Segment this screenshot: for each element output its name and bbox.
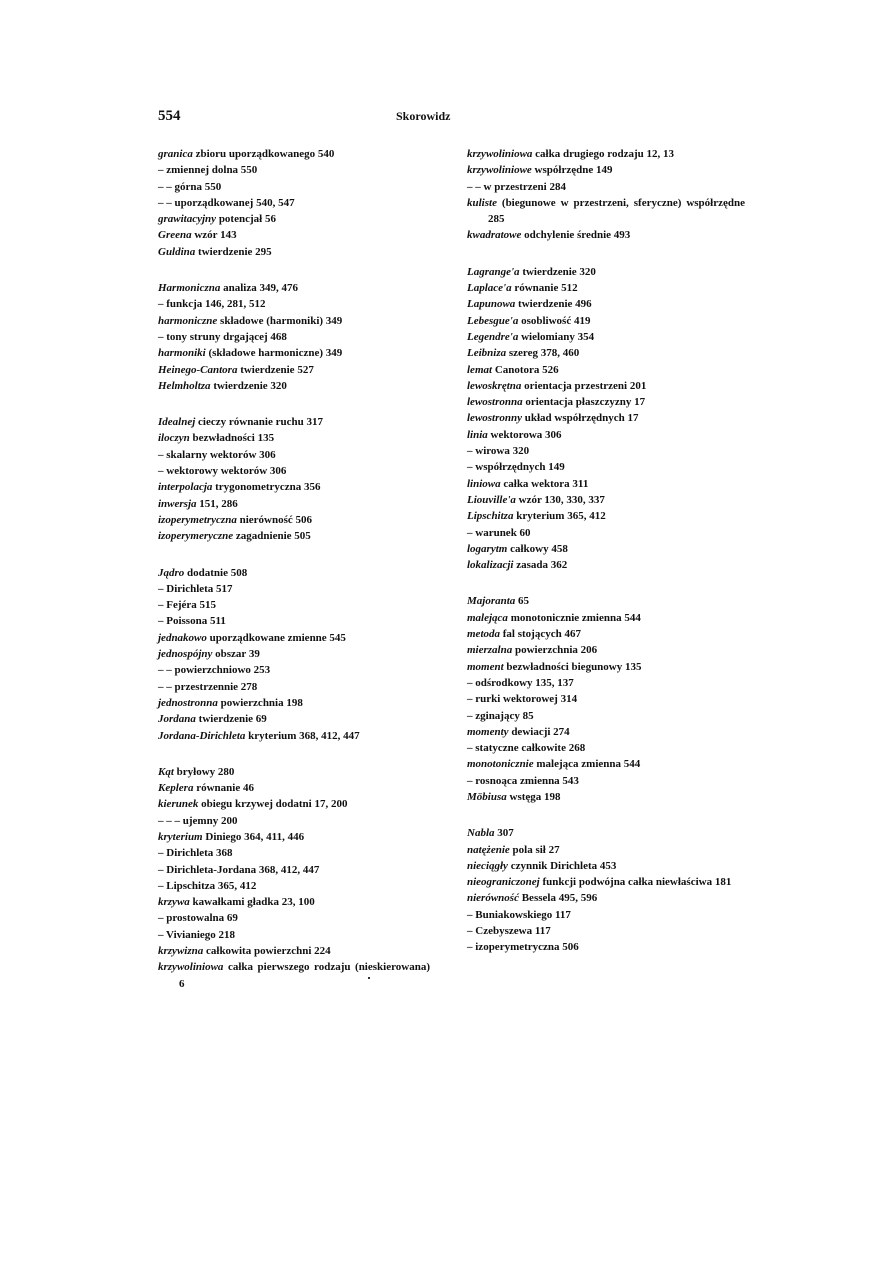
- index-entry: [467, 923, 745, 939]
- index-references: zagadnienie 505: [233, 530, 311, 543]
- index-references: – Fejéra 515: [158, 599, 217, 612]
- index-references: pola sił 27: [509, 843, 560, 856]
- index-term: interpolacja: [158, 481, 213, 494]
- index-references: funkcji podwójna całka niewłaściwa 181: [539, 876, 732, 889]
- index-entry: [158, 227, 430, 243]
- index-references: obiegu krzywej dodatni 17, 200: [198, 798, 348, 811]
- index-references: – – powierzchniowo 253: [158, 664, 271, 677]
- index-references: czynnik Dirichleta 453: [507, 859, 617, 872]
- index-references: 151, 286: [196, 497, 238, 510]
- index-references: składowe (harmoniki) 349: [217, 314, 343, 327]
- index-references: wstęga 198: [506, 790, 561, 803]
- index-references: – wektorowy wektorów 306: [158, 465, 287, 478]
- index-references: – – górna 550: [158, 180, 222, 193]
- index-term: malejąca: [467, 611, 508, 624]
- index-term: krzywizna: [158, 945, 204, 958]
- index-term: kierunek: [158, 798, 199, 811]
- index-references: – warunek 60: [467, 526, 531, 539]
- index-entry: [467, 362, 745, 378]
- index-group: [158, 764, 430, 992]
- index-references: obszar 39: [212, 648, 260, 661]
- index-references: – Dirichleta-Jordana 368, 412, 447: [158, 863, 320, 876]
- index-entry: [158, 146, 430, 162]
- index-term: Kąt: [158, 765, 174, 778]
- index-term: Jordana-Dirichleta: [158, 729, 246, 742]
- index-entry: [467, 756, 745, 772]
- index-references: – statyczne całkowite 268: [467, 742, 586, 755]
- index-references: bryłowy 280: [173, 765, 235, 778]
- index-group: [158, 146, 430, 260]
- index-entry: [467, 691, 745, 707]
- index-term: natężenie: [467, 843, 510, 856]
- index-references: dodatnie 508: [184, 566, 248, 579]
- index-term: kuliste: [467, 196, 497, 209]
- index-column-left: [158, 146, 430, 1012]
- index-references: twierdzenie 69: [195, 713, 267, 726]
- index-references: układ współrzędnych 17: [522, 412, 639, 425]
- index-entry: [467, 264, 745, 280]
- index-references: – współrzędnych 149: [467, 461, 565, 474]
- index-references: Canotora 526: [492, 363, 559, 376]
- index-term: izoperymeryczne: [158, 530, 234, 543]
- index-entry: [158, 613, 430, 629]
- index-entry: [467, 708, 745, 724]
- index-entry: [158, 496, 430, 512]
- index-references: 65: [515, 595, 530, 608]
- index-entry: [158, 581, 430, 597]
- index-term: Majoranta: [467, 595, 516, 608]
- index-references: analiza 349, 476: [220, 282, 298, 295]
- index-entry: [467, 740, 745, 756]
- index-term: Keplera: [158, 782, 194, 795]
- index-references: – rosnoąca zmienna 543: [467, 774, 579, 787]
- index-references: – Vivianiego 218: [158, 928, 236, 941]
- index-references: – funkcja 146, 281, 512: [158, 298, 266, 311]
- index-entry: [467, 146, 745, 162]
- index-references: całka wektora 311: [500, 477, 589, 490]
- index-entry: [467, 280, 745, 296]
- index-entry: [158, 679, 430, 695]
- index-references: malejąca zmienna 544: [533, 758, 641, 771]
- index-term: Lebesgue'a: [467, 314, 519, 327]
- index-term: jednospójny: [158, 648, 213, 661]
- index-term: nieciągły: [467, 859, 508, 872]
- index-entry: [467, 675, 745, 691]
- print-speck: [368, 977, 370, 979]
- index-term: liniowa: [467, 477, 501, 490]
- index-entry: [158, 313, 430, 329]
- index-references: równanie 512: [511, 282, 578, 295]
- index-term: Helmholtza: [158, 379, 211, 392]
- index-references: – prostowalna 69: [158, 912, 238, 925]
- index-references: – – w przestrzeni 284: [467, 180, 566, 193]
- page-header: [158, 108, 758, 128]
- index-references: zasada 362: [513, 559, 568, 572]
- index-entry: [467, 842, 745, 858]
- index-entry: [158, 296, 430, 312]
- index-group: [158, 280, 430, 394]
- index-entry: [467, 195, 745, 228]
- index-term: izoperymetryczna: [158, 513, 237, 526]
- index-references: orientacja płaszczyzny 17: [522, 396, 646, 409]
- index-references: 307: [494, 827, 514, 840]
- index-references: twierdzenie 320: [519, 265, 596, 278]
- index-references: – Poissona 511: [158, 615, 226, 628]
- index-entry: [467, 378, 745, 394]
- index-entry: [467, 296, 745, 312]
- index-references: trygonometryczna 356: [212, 481, 321, 494]
- index-entry: [158, 780, 430, 796]
- index-term: Heinego-Cantora: [158, 363, 238, 376]
- index-term: nieograniczonej: [467, 876, 540, 889]
- index-entry: [158, 528, 430, 544]
- index-entry: [158, 829, 430, 845]
- index-entry: [158, 195, 430, 211]
- index-references: wzór 130, 330, 337: [515, 493, 605, 506]
- index-references: szereg 378, 460: [506, 347, 580, 360]
- index-entry: [467, 492, 745, 508]
- index-entry: [467, 593, 745, 609]
- index-entry: [158, 479, 430, 495]
- index-term: Guldina: [158, 245, 196, 258]
- index-entry: [467, 773, 745, 789]
- index-entry: [467, 227, 745, 243]
- index-entry: [158, 345, 430, 361]
- index-entry: [158, 565, 430, 581]
- index-entry: [467, 541, 745, 557]
- index-references: kawałkami gładka 23, 100: [189, 896, 315, 909]
- index-entry: [158, 244, 430, 260]
- index-term: granica: [158, 148, 193, 160]
- index-term: lokalizacji: [467, 559, 514, 572]
- index-term: moment: [467, 660, 504, 673]
- index-references: wielomiany 354: [518, 330, 595, 343]
- index-references: – tony struny drgającej 468: [158, 330, 287, 343]
- index-entry: [467, 724, 745, 740]
- index-references: potencjał 56: [216, 213, 276, 226]
- index-entry: [467, 789, 745, 805]
- index-entry: [467, 825, 745, 841]
- index-references: nierówność 506: [236, 513, 312, 526]
- index-references: odchylenie średnie 493: [521, 229, 631, 242]
- index-term: Leibniza: [467, 347, 507, 360]
- index-group: [158, 414, 430, 544]
- index-term: monotonicznie: [467, 758, 534, 771]
- index-term: Liouville'a: [467, 493, 516, 506]
- index-entry: [467, 939, 745, 955]
- index-term: Nabla: [467, 827, 495, 840]
- index-references: fal stojących 467: [500, 628, 581, 641]
- index-entry: [467, 313, 745, 329]
- index-entry: [467, 427, 745, 443]
- index-entry: [158, 959, 430, 992]
- index-entry: [158, 414, 430, 430]
- index-references: – odśrodkowy 135, 137: [467, 676, 574, 689]
- index-references: – izoperymetryczna 506: [467, 941, 579, 954]
- index-references: (biegunowe w przestrzeni, sferyczne) współrzędne 285: [488, 196, 745, 226]
- index-references: kryterium 365, 412: [513, 510, 606, 523]
- index-references: (składowe harmoniczne) 349: [205, 347, 343, 360]
- index-references: – Buniakowskiego 117: [467, 908, 571, 921]
- index-references: uporządkowane zmienne 545: [206, 631, 346, 644]
- index-term: jednostronna: [158, 696, 218, 709]
- running-title: Skorowidz: [396, 109, 451, 123]
- index-references: bezwładności 135: [189, 432, 275, 445]
- index-term: kwadratowe: [467, 229, 522, 242]
- index-term: inwersja: [158, 497, 197, 510]
- index-entry: [158, 728, 430, 744]
- index-group: [158, 565, 430, 744]
- index-entry: [158, 711, 430, 727]
- index-group: [467, 146, 745, 244]
- index-term: Jordana: [158, 713, 196, 726]
- index-term: momenty: [467, 725, 509, 738]
- index-entry: [467, 394, 745, 410]
- index-references: – zmiennej dolna 550: [158, 164, 258, 177]
- index-references: osobliwość 419: [518, 314, 591, 327]
- index-entry: [467, 642, 745, 658]
- index-references: – wirowa 320: [467, 445, 530, 458]
- index-references: – Dirichleta 368: [158, 847, 233, 860]
- index-term: Lagrange'a: [467, 265, 520, 278]
- index-references: – – uporządkowanej 540, 547: [158, 196, 295, 209]
- index-term: Lapunowa: [467, 298, 516, 311]
- index-entry: [158, 910, 430, 926]
- index-entry: [158, 280, 430, 296]
- index-entry: [158, 943, 430, 959]
- index-entry: [158, 362, 430, 378]
- index-entry: [158, 862, 430, 878]
- index-references: kryterium 368, 412, 447: [245, 729, 360, 742]
- index-references: zbioru uporządkowanego 540: [192, 148, 335, 160]
- index-term: lewostronna: [467, 396, 523, 409]
- index-term: linia: [467, 428, 488, 441]
- index-references: całka pierwszego rodzaju (nieskierowana) 6: [179, 961, 430, 990]
- index-term: harmoniczne: [158, 314, 218, 327]
- index-entry: [467, 345, 745, 361]
- index-references: powierzchnia 206: [512, 644, 598, 657]
- index-references: dewiacji 274: [508, 725, 570, 738]
- index-term: mierzalna: [467, 644, 513, 657]
- index-entry: [158, 927, 430, 943]
- index-entry: [158, 430, 430, 446]
- index-entry: [158, 630, 430, 646]
- index-references: – – – ujemny 200: [158, 814, 238, 827]
- index-references: – rurki wektorowej 314: [467, 693, 578, 706]
- index-references: powierzchnia 198: [217, 696, 303, 709]
- index-references: całka drugiego rodzaju 12, 13: [532, 148, 674, 160]
- index-entry: [158, 329, 430, 345]
- index-term: Jądro: [158, 566, 185, 579]
- index-references: – Dirichleta 517: [158, 582, 233, 595]
- index-term: nierówność: [467, 892, 519, 905]
- index-entry: [158, 179, 430, 195]
- index-term: lewostronny: [467, 412, 523, 425]
- index-references: całkowy 458: [507, 542, 568, 555]
- index-term: harmoniki: [158, 347, 206, 360]
- index-term: logarytm: [467, 542, 508, 555]
- index-entry: [158, 512, 430, 528]
- index-references: bezwładności biegunowy 135: [503, 660, 642, 673]
- index-references: – – przestrzennie 278: [158, 680, 258, 693]
- index-group: [467, 593, 745, 805]
- index-entry: [158, 894, 430, 910]
- index-entry: [467, 476, 745, 492]
- index-entry: [467, 162, 745, 178]
- index-references: monotonicznie zmienna 544: [507, 611, 641, 624]
- index-entry: [467, 626, 745, 642]
- index-entry: [467, 508, 745, 524]
- index-entry: [158, 378, 430, 394]
- index-term: iloczyn: [158, 432, 190, 445]
- index-references: równanie 46: [193, 782, 254, 795]
- index-references: – Lipschitza 365, 412: [158, 879, 257, 892]
- index-term: kryterium: [158, 830, 203, 843]
- index-references: twierdzenie 320: [210, 379, 287, 392]
- index-entry: [467, 659, 745, 675]
- index-entry: [467, 459, 745, 475]
- index-term: jednakowo: [158, 631, 207, 644]
- index-references: współrzędne 149: [531, 164, 613, 177]
- index-references: orientacja przestrzeni 201: [521, 379, 647, 392]
- index-entry: [158, 845, 430, 861]
- index-entry: [158, 878, 430, 894]
- index-term: Idealnej: [158, 416, 196, 429]
- index-term: Legendre'a: [467, 330, 519, 343]
- index-term: krzywa: [158, 896, 190, 909]
- index-entry: [467, 907, 745, 923]
- index-entry: [158, 646, 430, 662]
- index-references: całkowita powierzchni 224: [203, 945, 331, 958]
- index-entry: [467, 179, 745, 195]
- index-entry: [158, 463, 430, 479]
- index-term: grawitacyjny: [158, 213, 217, 226]
- page-number: 554: [158, 108, 181, 124]
- index-entry: [158, 662, 430, 678]
- index-entry: [158, 796, 430, 812]
- index-entry: [467, 890, 745, 906]
- index-references: twierdzenie 527: [237, 363, 314, 376]
- index-references: twierdzenie 496: [515, 298, 592, 311]
- index-references: twierdzenie 295: [195, 245, 272, 258]
- index-entry: [467, 410, 745, 426]
- index-column-right: [467, 146, 745, 976]
- index-entry: [158, 447, 430, 463]
- index-term: Möbiusa: [467, 790, 507, 803]
- index-references: – zginający 85: [467, 709, 534, 722]
- index-entry: [467, 557, 745, 573]
- index-entry: [467, 874, 745, 890]
- index-entry: [158, 597, 430, 613]
- index-references: Bessela 495, 596: [518, 892, 598, 905]
- index-entry: [158, 695, 430, 711]
- index-term: Laplace'a: [467, 282, 512, 295]
- index-references: – Czebyszewa 117: [467, 925, 551, 938]
- index-entry: [158, 211, 430, 227]
- index-group: [467, 264, 745, 574]
- index-references: – skalarny wektorów 306: [158, 448, 276, 461]
- index-entry: [467, 329, 745, 345]
- index-entry: [467, 610, 745, 626]
- index-term: metoda: [467, 628, 500, 641]
- index-term: krzywoliniowe: [467, 164, 532, 177]
- index-term: Harmoniczna: [158, 282, 221, 295]
- index-group: [467, 825, 745, 955]
- index-entry: [158, 764, 430, 780]
- index-entry: [467, 858, 745, 874]
- index-references: wzór 143: [191, 229, 237, 242]
- index-references: cieczy równanie ruchu 317: [195, 416, 323, 429]
- index-term: Greena: [158, 229, 192, 242]
- index-term: lewoskrętna: [467, 379, 522, 392]
- index-term: krzywoliniowa: [158, 961, 224, 974]
- index-references: wektorowa 306: [487, 428, 562, 441]
- index-term: Lipschitza: [467, 510, 514, 523]
- index-term: lemat: [467, 363, 493, 376]
- index-references: Diniego 364, 411, 446: [202, 830, 305, 843]
- index-entry: [158, 162, 430, 178]
- index-entry: [158, 813, 430, 829]
- index-entry: [467, 525, 745, 541]
- index-entry: [467, 443, 745, 459]
- index-term: krzywoliniowa: [467, 148, 533, 160]
